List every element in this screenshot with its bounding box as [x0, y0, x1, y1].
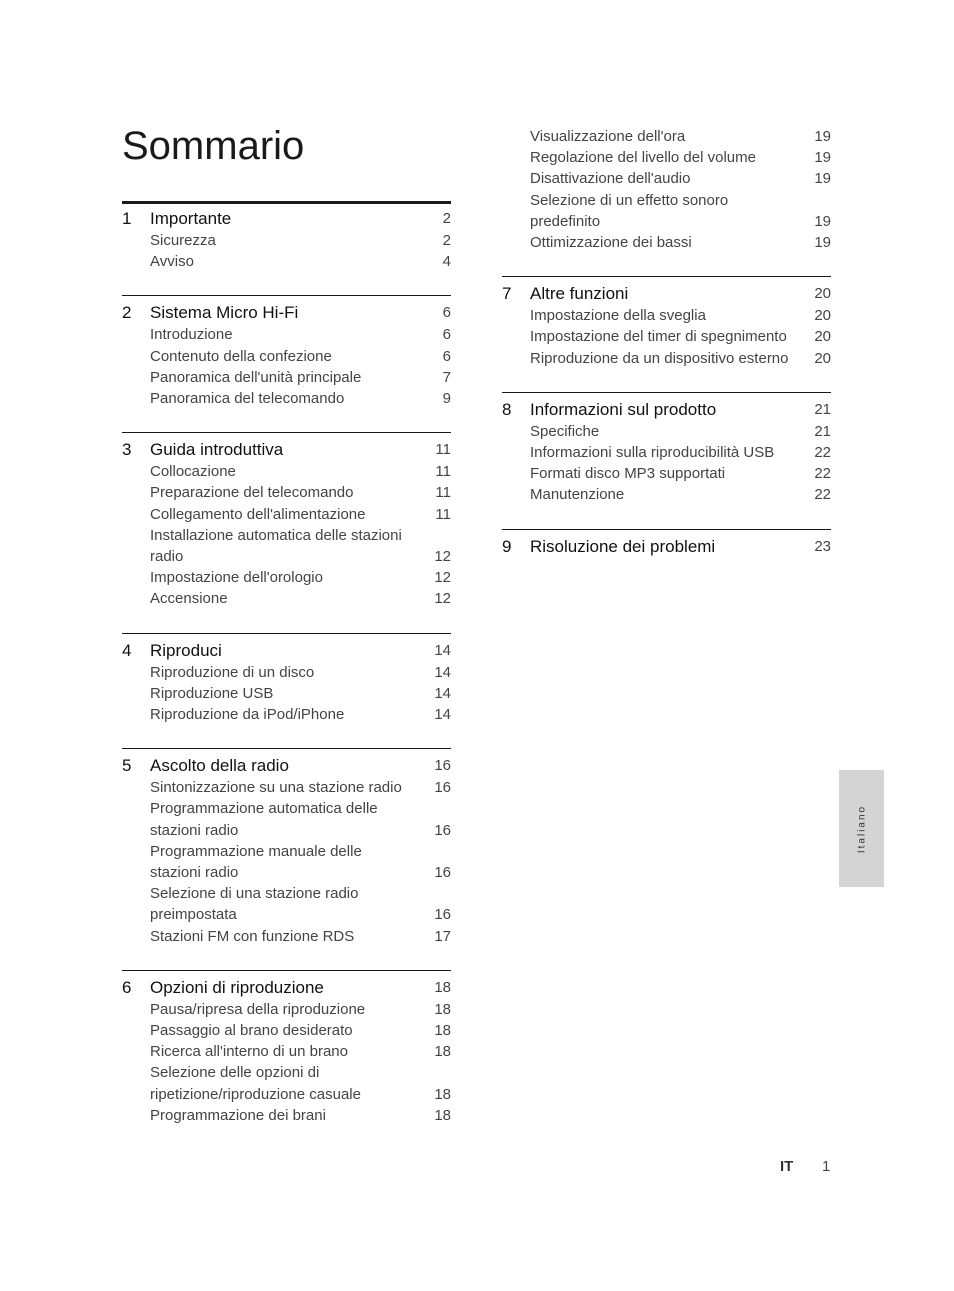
subsection-entry[interactable]	[122, 1105, 451, 1126]
chapter-entry[interactable]	[122, 755, 451, 777]
language-tab	[839, 770, 884, 887]
subsection-title: Selezione di una stazione radio preimpostata	[150, 885, 359, 924]
subsection-entry[interactable]	[122, 525, 451, 567]
subsection-page: 12	[434, 569, 451, 587]
footer-page-number: 1	[822, 1158, 831, 1175]
subsection-entry[interactable]	[122, 926, 451, 947]
toc-left-column	[122, 208, 451, 1149]
footer-language: IT	[780, 1158, 794, 1175]
subsection-title: Sicurezza	[150, 232, 216, 249]
subsection-title: Riproduzione di un disco	[150, 663, 315, 681]
subsection-title: Panoramica del telecomando	[150, 390, 345, 408]
subsection-title: Programmazione manuale delle stazioni radio	[150, 842, 362, 882]
subsection-entry[interactable]	[122, 251, 451, 272]
subsection-entry[interactable]	[122, 346, 451, 367]
subsection-title: Disattivazione dell'audio	[530, 170, 691, 188]
subsection-page: 6	[442, 347, 451, 365]
toc-section	[502, 276, 831, 369]
subsection-page: 21	[814, 422, 831, 440]
subsection-page: 12	[434, 590, 451, 608]
subsection-title: Panoramica dell'unità principale	[150, 368, 362, 386]
subsection-title: Informazioni sulla riproducibilità USB	[530, 444, 775, 462]
subsection-entry[interactable]	[122, 461, 451, 482]
subsection-title: Ottimizzazione dei bassi	[530, 234, 692, 252]
toc-section	[122, 748, 451, 947]
subsection-entry[interactable]	[502, 326, 831, 347]
subsection-title: Riproduzione da iPod/iPhone	[150, 706, 345, 724]
subsection-entry[interactable]	[502, 232, 831, 253]
chapter-entry[interactable]	[502, 536, 831, 558]
subsection-entry[interactable]	[122, 230, 451, 251]
subsection-page: 20	[814, 328, 831, 346]
subsection-page: 19	[814, 149, 831, 167]
subsection-page: 7	[442, 368, 451, 386]
subsection-title: Selezione di un effetto sonoro predefinito	[530, 191, 729, 230]
chapter-page: 14	[434, 641, 451, 659]
subsection-title: Avviso	[150, 253, 194, 271]
subsection-page: 16	[434, 864, 451, 882]
toc-section-continued	[502, 126, 831, 253]
chapter-page: 6	[442, 304, 451, 322]
chapter-page: 18	[434, 978, 451, 996]
subsection-title: Riproduzione da un dispositivo esterno	[530, 349, 789, 367]
subsection-page: 16	[434, 906, 451, 924]
subsection-page: 14	[434, 684, 451, 702]
subsection-entry[interactable]	[502, 484, 831, 505]
toc-section	[122, 295, 451, 409]
chapter-page: 23	[814, 537, 831, 555]
subsection-title: Impostazione della sveglia	[530, 307, 706, 325]
subsection-page: 19	[814, 212, 831, 230]
chapter-entry[interactable]	[122, 302, 451, 324]
subsection-page: 14	[434, 706, 451, 724]
chapter-entry[interactable]	[502, 283, 831, 305]
toc-section	[502, 529, 831, 558]
toc-section	[122, 208, 451, 272]
subsection-entry[interactable]	[122, 841, 451, 883]
subsection-title: Regolazione del livello del volume	[530, 149, 756, 167]
subsection-page: 20	[814, 307, 831, 325]
subsection-title: Introduzione	[150, 326, 233, 344]
chapter-number: 5	[122, 756, 132, 776]
subsection-title: Installazione automatica delle stazioni radio	[150, 526, 402, 566]
subsection-page: 17	[434, 927, 451, 945]
subsection-page: 4	[442, 253, 451, 271]
chapter-entry[interactable]	[122, 977, 451, 999]
subsection-page: 11	[435, 484, 451, 502]
subsection-title: Collegamento dell'alimentazione	[150, 505, 366, 523]
chapter-number: 6	[122, 977, 132, 997]
subsection-page: 12	[434, 548, 451, 566]
chapter-page: 20	[814, 285, 831, 303]
subsection-title: Selezione delle opzioni di ripetizione/riproduzione casuale	[150, 1064, 361, 1103]
subsection-entry[interactable]	[122, 683, 451, 704]
subsection-entry[interactable]	[502, 168, 831, 189]
subsection-page: 19	[814, 128, 831, 145]
chapter-title: Informazioni sul prodotto	[530, 399, 717, 419]
subsection-entry[interactable]	[122, 999, 451, 1020]
toc-section	[122, 432, 451, 609]
subsection-entry[interactable]	[122, 704, 451, 725]
subsection-title: Passaggio al brano desiderato	[150, 1022, 353, 1040]
subsection-page: 9	[442, 390, 451, 408]
toc-section	[122, 970, 451, 1126]
subsection-page: 18	[434, 1085, 451, 1103]
chapter-page: 21	[814, 400, 831, 418]
subsection-entry[interactable]	[122, 324, 451, 345]
chapter-title: Altre funzioni	[530, 284, 629, 304]
chapter-number: 3	[122, 440, 132, 460]
subsection-title: Formati disco MP3 supportati	[530, 465, 726, 483]
subsection-page: 20	[814, 349, 831, 367]
chapter-number: 2	[122, 303, 132, 323]
toc-right-column	[502, 126, 831, 581]
subsection-entry[interactable]	[122, 567, 451, 588]
subsection-entry[interactable]	[122, 367, 451, 388]
subsection-entry[interactable]	[502, 442, 831, 463]
subsection-page: 19	[814, 170, 831, 188]
chapter-title: Opzioni di riproduzione	[150, 977, 324, 997]
subsection-entry[interactable]	[502, 421, 831, 442]
chapter-entry[interactable]	[122, 208, 451, 230]
subsection-page: 11	[435, 463, 451, 481]
subsection-page: 19	[814, 234, 831, 252]
subsection-title: Contenuto della confezione	[150, 347, 332, 365]
subsection-page: 18	[434, 1000, 451, 1018]
chapter-entry[interactable]	[122, 439, 451, 461]
subsection-title: Specifiche	[530, 422, 600, 440]
subsection-entry[interactable]	[122, 883, 451, 925]
subsection-entry[interactable]	[502, 305, 831, 326]
subsection-entry[interactable]	[122, 1041, 451, 1062]
chapter-number: 4	[122, 640, 132, 660]
chapter-page: 2	[442, 210, 451, 227]
chapter-number: 7	[502, 284, 512, 304]
subsection-title: Collocazione	[150, 463, 236, 481]
language-tab-label: Italiano	[856, 804, 867, 853]
subsection-page: 16	[434, 821, 451, 839]
chapter-page: 11	[435, 441, 451, 459]
page-title: Sommario	[122, 124, 305, 168]
chapter-title: Ascolto della radio	[150, 756, 289, 776]
subsection-title: Manutenzione	[530, 486, 625, 504]
subsection-entry[interactable]	[502, 126, 831, 147]
subsection-entry[interactable]	[502, 348, 831, 369]
subsection-entry[interactable]	[122, 482, 451, 503]
chapter-number: 1	[122, 209, 132, 228]
subsection-title: Impostazione del timer di spegnimento	[530, 328, 787, 346]
subsection-page: 22	[814, 486, 831, 504]
subsection-entry[interactable]	[502, 463, 831, 484]
subsection-entry[interactable]	[122, 662, 451, 683]
chapter-title: Importante	[150, 209, 232, 228]
subsection-title: Visualizzazione dell'ora	[530, 128, 686, 145]
subsection-page: 22	[814, 465, 831, 483]
chapter-number: 8	[502, 399, 512, 419]
title-divider	[122, 201, 451, 204]
subsection-title: Programmazione dei brani	[150, 1106, 326, 1124]
subsection-page: 18	[434, 1022, 451, 1040]
toc-section	[502, 392, 831, 506]
chapter-page: 16	[434, 757, 451, 775]
subsection-page: 6	[442, 326, 451, 344]
subsection-entry[interactable]	[122, 504, 451, 525]
subsection-entry[interactable]	[122, 777, 451, 798]
subsection-page: 22	[814, 444, 831, 462]
subsection-entry[interactable]	[122, 588, 451, 609]
subsection-entry[interactable]	[502, 147, 831, 168]
toc-section	[122, 633, 451, 726]
chapter-title: Risoluzione dei problemi	[530, 536, 716, 556]
subsection-page: 18	[434, 1106, 451, 1124]
subsection-title: Preparazione del telecomando	[150, 484, 354, 502]
chapter-entry[interactable]	[122, 640, 451, 662]
chapter-title: Guida introduttiva	[150, 440, 284, 460]
subsection-page: 16	[434, 779, 451, 797]
subsection-title: Riproduzione USB	[150, 684, 274, 702]
subsection-page: 14	[434, 663, 451, 681]
subsection-entry[interactable]	[122, 1020, 451, 1041]
subsection-entry[interactable]	[122, 1062, 451, 1104]
chapter-title: Sistema Micro Hi-Fi	[150, 303, 299, 323]
subsection-entry[interactable]	[122, 798, 451, 840]
subsection-page: 2	[442, 232, 451, 249]
subsection-title: Programmazione automatica delle stazioni radio	[150, 800, 378, 839]
subsection-page: 18	[434, 1043, 451, 1061]
subsection-title: Impostazione dell'orologio	[150, 569, 323, 587]
chapter-entry[interactable]	[502, 399, 831, 421]
subsection-title: Stazioni FM con funzione RDS	[150, 927, 355, 945]
subsection-page: 11	[435, 505, 451, 523]
subsection-title: Sintonizzazione su una stazione radio	[150, 779, 402, 797]
chapter-title: Riproduci	[150, 640, 222, 660]
subsection-title: Ricerca all'interno di un brano	[150, 1043, 348, 1061]
subsection-entry[interactable]	[502, 190, 831, 232]
chapter-number: 9	[502, 536, 512, 556]
subsection-title: Accensione	[150, 590, 228, 608]
subsection-entry[interactable]	[122, 388, 451, 409]
subsection-title: Pausa/ripresa della riproduzione	[150, 1000, 366, 1018]
